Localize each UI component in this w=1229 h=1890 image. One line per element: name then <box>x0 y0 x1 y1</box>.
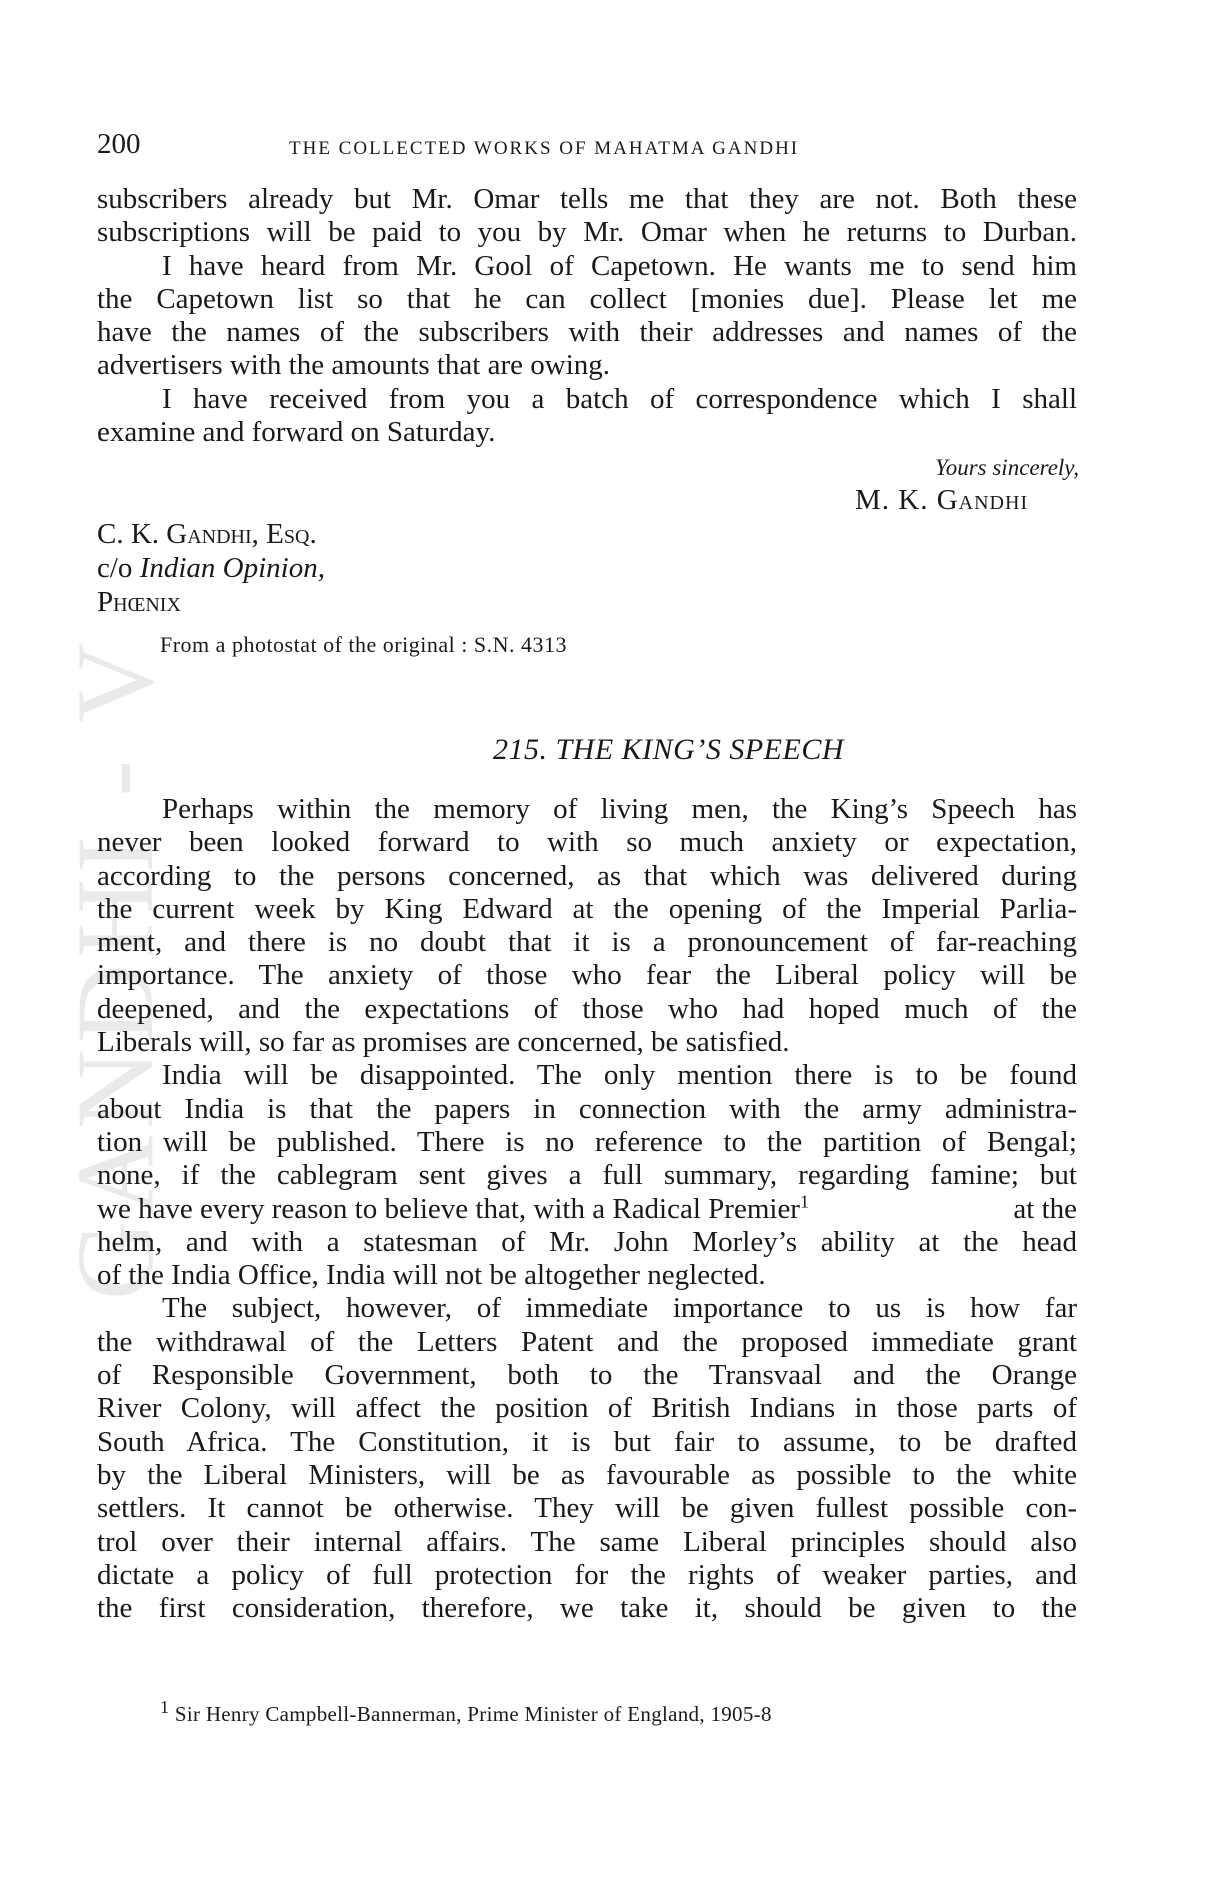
text-line <box>97 1190 1077 1226</box>
text-line: River Colony, will affect the position of British Indians in those parts of <box>97 1392 1077 1425</box>
article-paragraph-1 <box>97 793 1077 1059</box>
text-line: dictate a policy of full protection for the rights of weaker parties, and <box>97 1558 1077 1591</box>
text-line: never been looked forward to with so much anxiety or expectation, <box>97 826 1077 859</box>
text-line: subscribers already but Mr. Omar tells me that they are not. Both these <box>97 183 1077 215</box>
text-line: according to the persons concerned, as that which was delivered during <box>97 859 1077 892</box>
text-line: of Responsible Government, both to the Transvaal and the Orange <box>97 1359 1077 1392</box>
page-header <box>97 128 1077 168</box>
text-line: none, if the cablegram sent gives a full summary, regarding famine; but <box>97 1159 1077 1192</box>
text-line: have the names of the subscribers with their addresses and names of the <box>97 316 1077 349</box>
text-line: settlers. It cannot be otherwise. They will be given fullest possible con- <box>97 1492 1077 1525</box>
addressee-care-of <box>97 551 325 585</box>
text-line: The subject, however, of immediate importance to us is how far <box>162 1292 1077 1325</box>
text-line: the current week by King Edward at the opening of the Imperial Parlia- <box>97 892 1077 925</box>
article-paragraph-2 <box>97 1059 1077 1292</box>
text-line: the Capetown list so that he can collect [monies due]. Please let me <box>97 282 1077 315</box>
footnote-reference[interactable]: 1 <box>799 1190 809 1211</box>
text-line: I have heard from Mr. Gool of Capetown. He wants me to send him <box>162 249 1077 282</box>
text-line: trol over their internal affairs. The same Liberal principles should also <box>97 1525 1077 1558</box>
text-line: Liberals will, so far as promises are concerned, be satisfied. <box>97 1026 790 1059</box>
text-fragment: we have every reason to believe that, with a Radical Premier <box>97 1192 800 1225</box>
letter-paragraph-1 <box>97 183 1077 250</box>
letter-paragraph-2 <box>97 250 1077 383</box>
text-line: of the India Office, India will not be altogether neglected. <box>97 1259 766 1292</box>
text-line: Perhaps within the memory of living men, the King’s Speech has <box>162 793 1077 825</box>
text-line: advertisers with the amounts that are owing. <box>97 349 611 382</box>
section-title <box>0 733 1229 767</box>
addressee-place: Phœnix <box>97 586 181 618</box>
text-line: India will be disappointed. The only mention there is to be found <box>162 1059 1077 1092</box>
footnote-marker: 1 <box>160 1697 170 1717</box>
text-fragment: at the <box>1013 1192 1077 1225</box>
addressee-publication: Indian Opinion, <box>139 552 325 584</box>
text-line: tion will be published. There is no reference to the partition of Bengal; <box>97 1125 1077 1158</box>
addressee-block <box>97 517 325 619</box>
text-line: South Africa. The Constitution, it is but fair to assume, to be drafted <box>97 1425 1077 1458</box>
text-line: deepened, and the expectations of those who had hoped much of the <box>97 992 1077 1025</box>
care-of-label: c/o <box>97 552 133 584</box>
addressee-name: C. K. Gandhi, Esq. <box>97 518 317 550</box>
letter-body <box>97 183 1077 449</box>
text-line: ment, and there is no doubt that it is a pronouncement of far-reaching <box>97 926 1077 959</box>
text-fragment <box>97 1190 809 1226</box>
footnote <box>160 1697 772 1727</box>
section-title-text: 215. THE KING’S SPEECH <box>493 733 844 766</box>
article-paragraph-3 <box>97 1292 1077 1625</box>
letter-signature: M. K. Gandhi <box>855 484 1029 516</box>
text-line: I have received from you a batch of correspondence which I shall <box>162 382 1077 415</box>
letter-closing: Yours sincerely, <box>935 455 1079 480</box>
text-line: about India is that the papers in connection with the army administra- <box>97 1092 1077 1125</box>
letter-paragraph-3 <box>97 383 1077 450</box>
text-line: the withdrawal of the Letters Patent and the proposed immediate grant <box>97 1325 1077 1358</box>
text-line: importance. The anxiety of those who fear the Liberal policy will be <box>97 959 1077 992</box>
text-line: by the Liberal Ministers, will be as favourable as possible to the white <box>97 1458 1077 1491</box>
text-line: subscriptions will be paid to you by Mr. Omar when he returns to Durban. <box>97 216 1077 249</box>
text-line: examine and forward on Saturday. <box>97 416 496 449</box>
watermark: GANDHI - V <box>54 637 176 1300</box>
running-head: THE COLLECTED WORKS OF MAHATMA GANDHI <box>289 138 800 159</box>
page-number: 200 <box>97 128 141 160</box>
text-line: helm, and with a statesman of Mr. John Morley’s ability at the head <box>97 1225 1077 1258</box>
footnote-text: Sir Henry Campbell-Bannerman, Prime Minister of England, 1905-8 <box>174 1702 772 1726</box>
source-note: From a photostat of the original : S.N. 4313 <box>160 632 567 657</box>
article-body <box>97 793 1077 1625</box>
text-line: the first consideration, therefore, we take it, should be given to the <box>97 1592 1077 1625</box>
